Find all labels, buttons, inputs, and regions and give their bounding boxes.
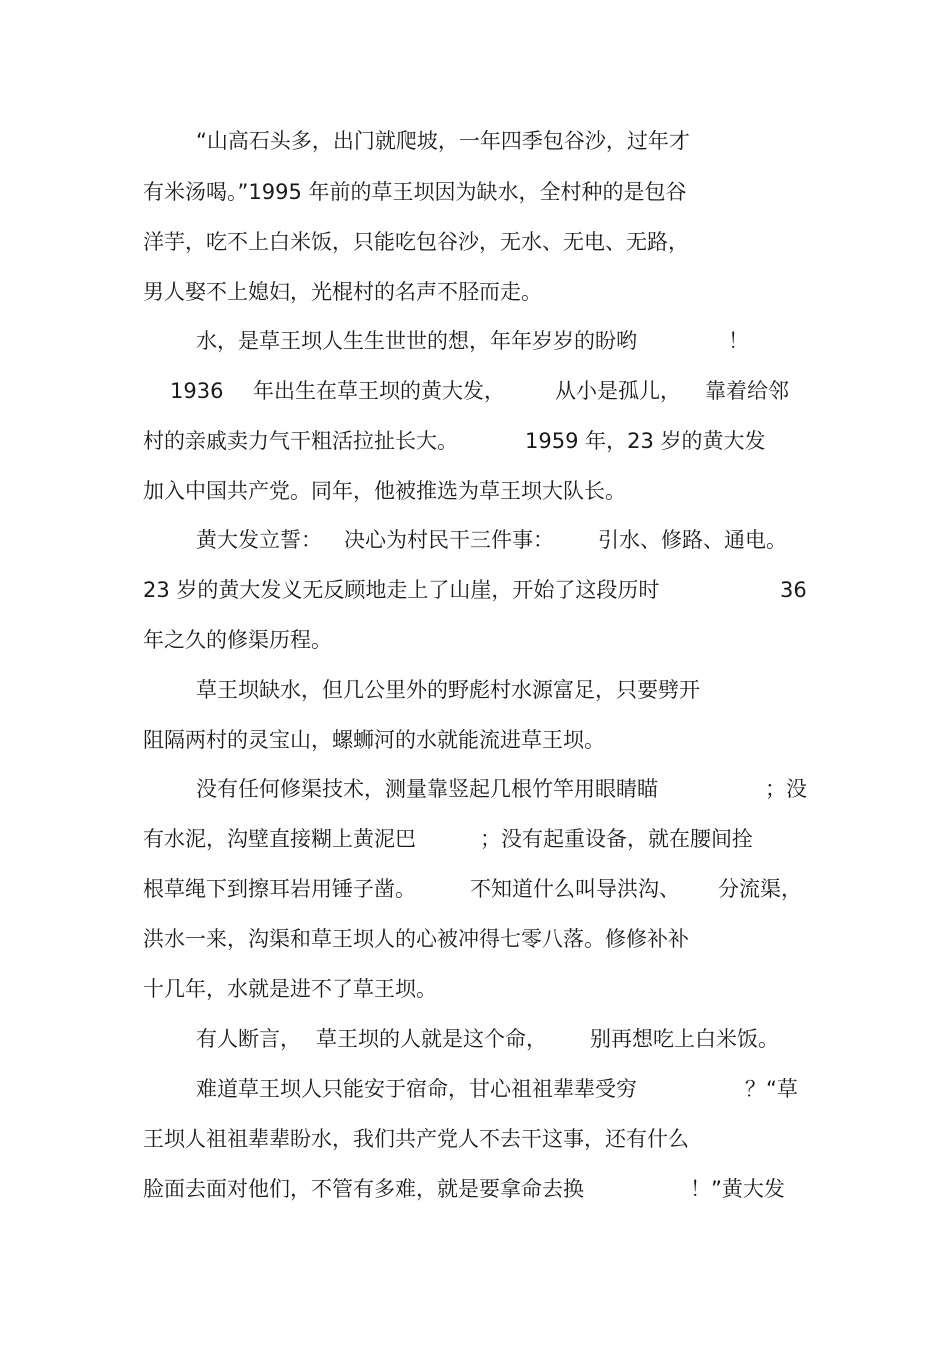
text-line: 引水、修路、通电。 <box>598 528 787 552</box>
text-line: 脸面去面对他们，不管有多难，就是要拿命去换 <box>143 1177 584 1201</box>
text-line: 阻隔两村的灵宝山，螺蛳河的水就能流进草王坝。 <box>143 728 605 752</box>
text-line: 23 岁的黄大发义无反顾地走上了山崖，开始了这段历时 <box>143 578 660 602</box>
text-line: 1936 <box>170 379 224 403</box>
text-line: 黄大发立誓： <box>196 528 322 552</box>
text-line: 36 <box>780 578 807 602</box>
text-line: 有米汤喝。”1995 年前的草王坝因为缺水，全村种的是包谷 <box>143 180 687 204</box>
text-line: 水，是草王坝人生生世世的想，年年岁岁的盼哟 <box>196 329 637 353</box>
text-line: ？“草 <box>745 1077 798 1101</box>
text-line: 村的亲戚卖力气干粗活拉扯长大。 <box>143 429 458 453</box>
text-line: 草王坝缺水，但几公里外的野彪村水源富足，只要劈开 <box>196 678 700 702</box>
text-line: ；没 <box>765 777 807 801</box>
text-line: 靠着给邻 <box>705 379 789 403</box>
text-line: 别再想吃上白米饭。 <box>590 1027 779 1051</box>
text-line: 难道草王坝人只能安于宿命，甘心祖祖辈辈受穷 <box>196 1077 637 1101</box>
text-line: “山高石头多，出门就爬坡，一年四季包谷沙，过年才 <box>196 129 690 153</box>
text-line: 从小是孤儿， <box>555 379 681 403</box>
text-line: 洪水一来，沟渠和草王坝人的心被冲得七零八落。修修补补 <box>143 927 689 951</box>
text-line: 有水泥，沟壁直接糊上黄泥巴 <box>143 827 416 851</box>
text-line: 不知道什么叫导洪沟、 <box>470 877 680 901</box>
text-line: 有人断言， <box>196 1027 301 1051</box>
text-line: 分流渠， <box>718 877 802 901</box>
text-line: 年之久的修渠历程。 <box>143 628 332 652</box>
text-line: 决心为村民干三件事： <box>344 528 554 552</box>
text-line: ！ <box>728 329 749 353</box>
text-line: 草王坝的人就是这个命， <box>316 1027 547 1051</box>
text-line: 男人娶不上媳妇，光棍村的名声不胫而走。 <box>143 280 542 304</box>
text-line: 十几年，水就是进不了草王坝。 <box>143 977 437 1001</box>
text-line: 年出生在草王坝的黄大发， <box>253 379 505 403</box>
text-line: ；没有起重设备，就在腰间拴 <box>480 827 753 851</box>
text-line: 没有任何修渠技术，测量靠竖起几根竹竿用眼睛瞄 <box>196 777 658 801</box>
text-line: 1959 年，23 岁的黄大发 <box>525 429 766 453</box>
text-line: ！”黄大发 <box>690 1177 785 1201</box>
text-line: 洋芋，吃不上白米饭，只能吃包谷沙，无水、无电、无路， <box>143 230 689 254</box>
text-line: 王坝人祖祖辈辈盼水，我们共产党人不去干这事，还有什么 <box>143 1127 689 1151</box>
text-line: 加入中国共产党。同年，他被推选为草王坝大队长。 <box>143 479 626 503</box>
text-line: 根草绳下到擦耳岩用锤子凿。 <box>143 877 416 901</box>
